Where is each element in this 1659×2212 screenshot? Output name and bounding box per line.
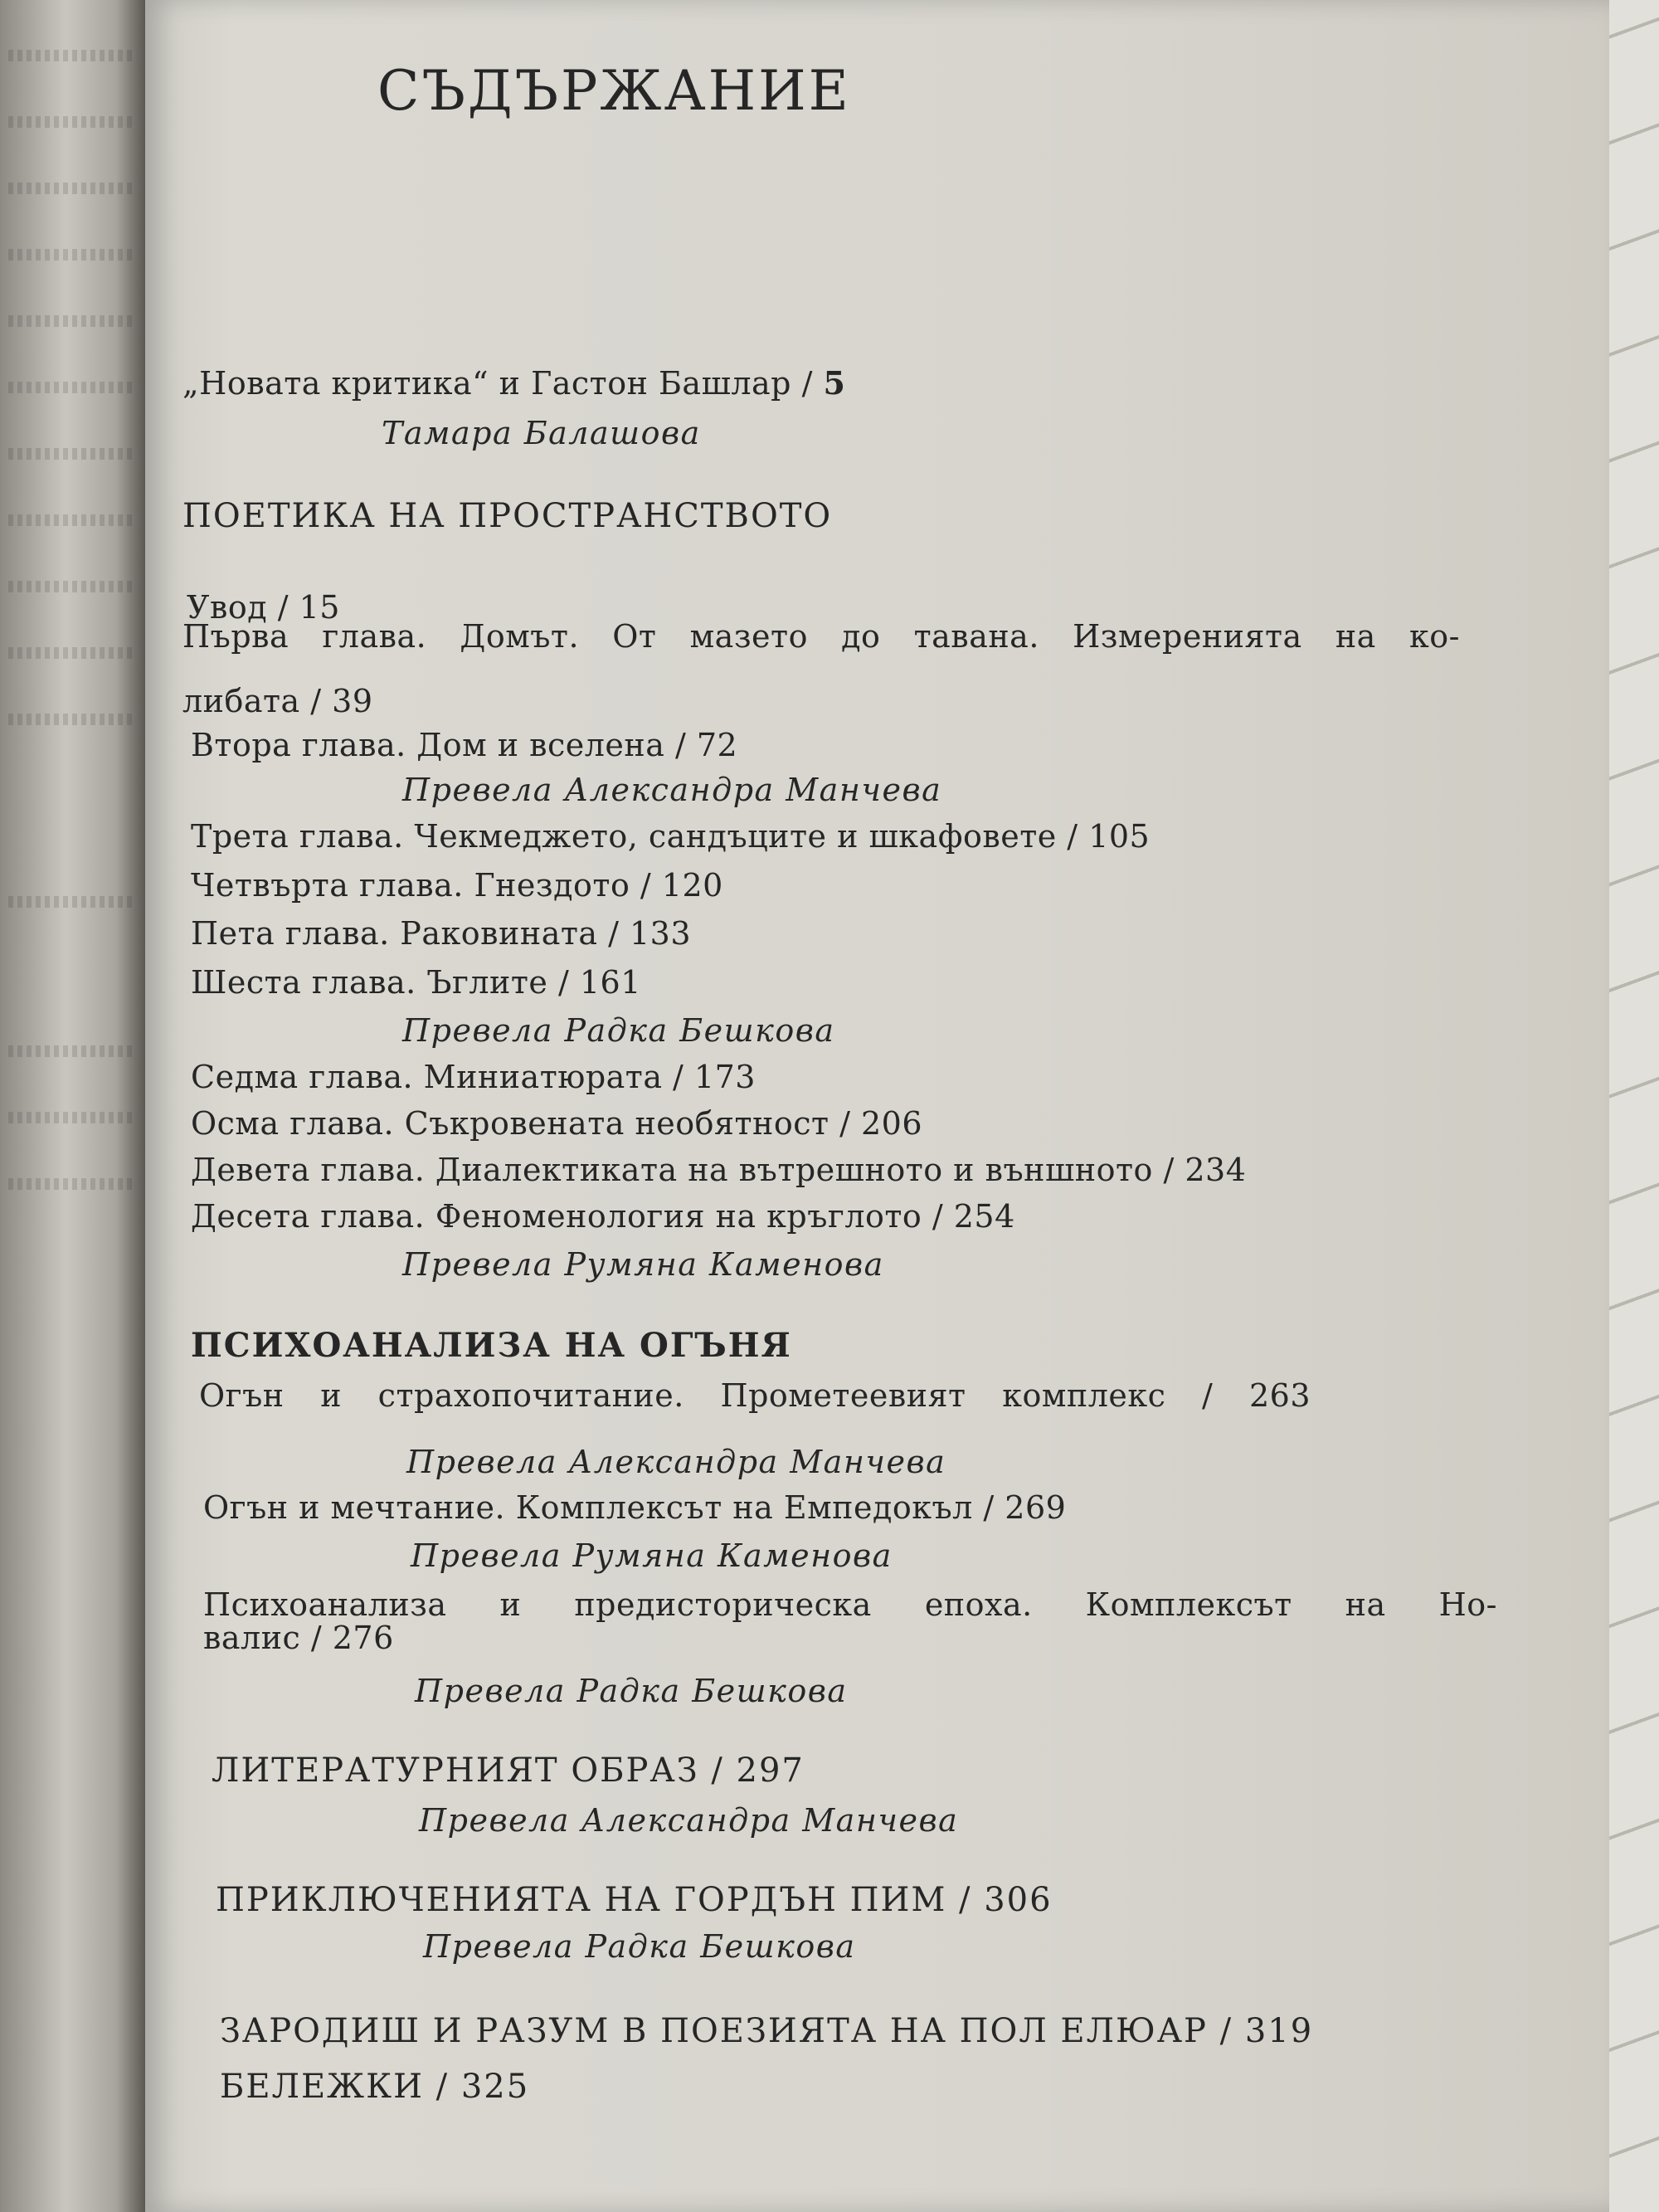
toc-entry: Огън и страхопочитание. Прометеевият комплекс / 263	[199, 1377, 1311, 1414]
translator-credit: Превела Александра Манчева	[406, 1444, 946, 1480]
translator-credit: Превела Радка Бешкова	[402, 1012, 835, 1049]
translator-credit: Превела Радка Бешкова	[415, 1673, 848, 1709]
toc-entry: Десета глава. Феноменология на кръглото / 254	[191, 1198, 1015, 1235]
translator-credit: Превела Румяна Каменова	[411, 1537, 893, 1574]
toc-entry: валис / 276	[203, 1620, 394, 1656]
toc-entry: Първа глава. Домът. От мазето до тавана. Измеренията на ко-	[182, 618, 1460, 655]
page-title: СЪДЪРЖАНИЕ	[377, 59, 851, 123]
section-heading: ЛИТЕРАТУРНИЯТ ОБРАЗ / 297	[212, 1752, 805, 1790]
toc-entry: Пета глава. Раковината / 133	[191, 915, 692, 952]
section-heading: БЕЛЕЖКИ / 325	[220, 2068, 530, 2106]
toc-entry: Втора глава. Дом и вселена / 72	[191, 727, 738, 763]
toc-entry: либата / 39	[182, 683, 373, 719]
toc-entry: Трета глава. Чекмеджето, сандъците и шкафовете / 105	[191, 818, 1151, 855]
section-heading: ПСИХОАНАЛИЗА НА ОГЪНЯ	[191, 1326, 792, 1365]
toc-entry: Осма глава. Съкровената необятност / 206	[191, 1105, 923, 1142]
toc-entry: Седма глава. Миниатюрата / 173	[191, 1059, 756, 1095]
toc-entry: Психоанализа и предисторическа епоха. Комплексът на Но-	[203, 1586, 1497, 1623]
table-of-contents	[145, 0, 1609, 2212]
notebook-background-edge	[1609, 0, 1659, 2212]
section-heading: ПОЕТИКА НА ПРОСТРАНСТВОТО	[182, 497, 833, 535]
toc-entry: Четвърта глава. Гнездото / 120	[191, 867, 723, 904]
translator-credit: Превела Румяна Каменова	[402, 1246, 884, 1283]
section-heading: ЗАРОДИШ И РАЗУМ В ПОЕЗИЯТА НА ПОЛ ЕЛЮАР / 319	[220, 2012, 1314, 2050]
translator-credit: Превела Александра Манчева	[419, 1802, 959, 1839]
toc-entry: Увод / 15	[187, 589, 340, 626]
facing-page-edge	[0, 0, 145, 2212]
intro-author: Тамара Балашова	[382, 415, 701, 451]
translator-credit: Превела Радка Бешкова	[423, 1928, 856, 1965]
toc-entry: Девета глава. Диалектиката на вътрешното и външното / 234	[191, 1152, 1247, 1188]
intro-entry	[182, 365, 845, 402]
book-page	[145, 0, 1609, 2212]
translator-credit: Превела Александра Манчева	[402, 772, 942, 808]
toc-entry: Шеста глава. Ъглите / 161	[191, 964, 641, 1001]
intro-entry-text: „Новата критика“ и Гастон Башлар /	[182, 365, 813, 402]
intro-entry-page: 5	[823, 364, 846, 402]
toc-entry: Огън и мечтание. Комплексът на Емпедокъл / 269	[203, 1489, 1067, 1526]
section-heading: ПРИКЛЮЧЕНИЯТА НА ГОРДЪН ПИМ / 306	[216, 1881, 1053, 1919]
